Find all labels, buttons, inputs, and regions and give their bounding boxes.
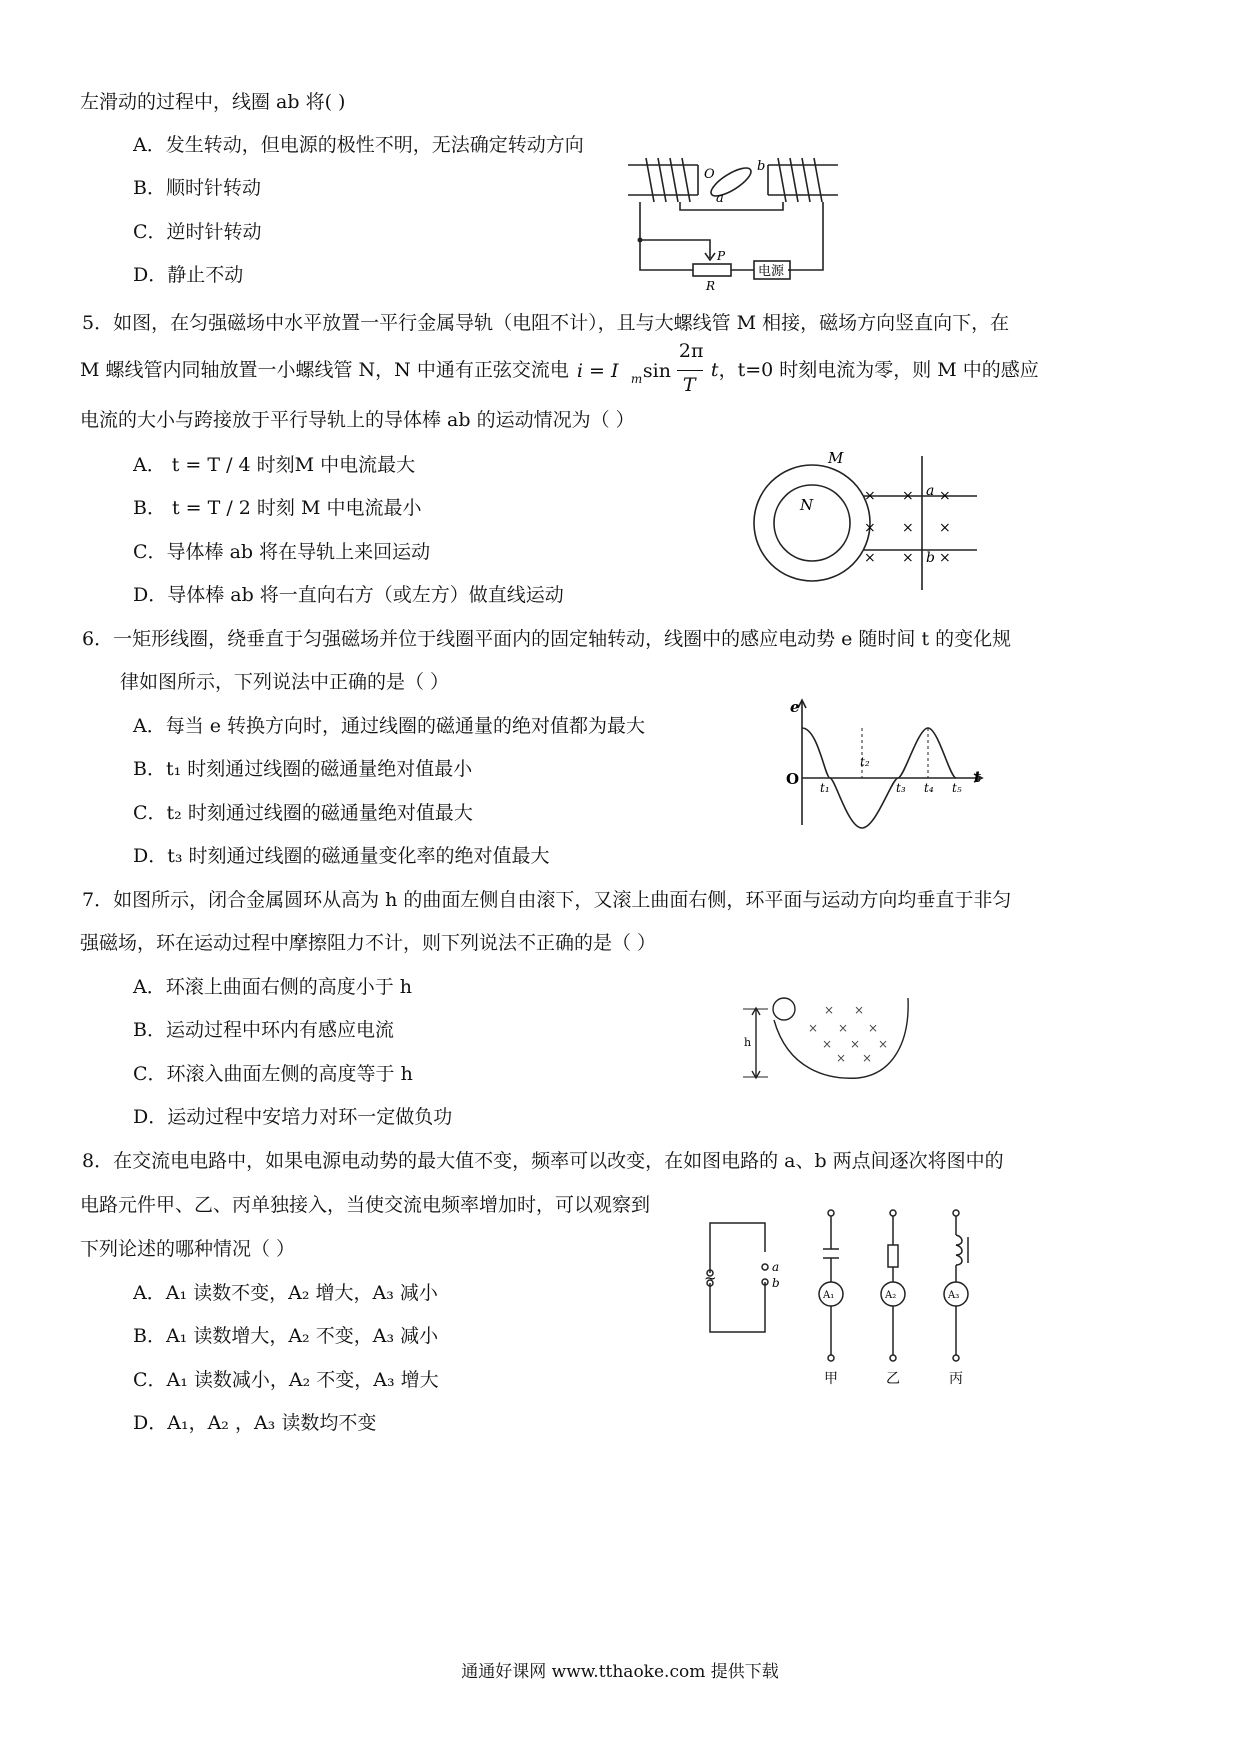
q7-field-x: × [854, 1003, 865, 1017]
q5-field-x: × [864, 488, 876, 504]
q4-label-r: R [706, 279, 716, 293]
q8-line3: 下列论述的哪种情况（ ） [80, 1238, 296, 1260]
q6-option-d: D．t₃ 时刻通过线圈的磁通量变化率的绝对值最大 [133, 845, 550, 867]
q6-line1: 6．一矩形线圈，绕垂直于匀强磁场并位于线圈平面内的固定轴转动，线圈中的感应电动势 e 随时间 t 的变化规 [82, 628, 1012, 650]
q6-label-t3: t₃ [896, 781, 906, 795]
q5-formula-sub: m [630, 372, 643, 386]
q8-label-a2: A₂ [885, 1290, 897, 1301]
q5-option-a: A． t = T / 4 时刻M 中电流最大 [133, 454, 416, 476]
q5-formula-var: t [710, 359, 719, 381]
q8-figure [700, 1205, 1000, 1390]
q4-stem: 左滑动的过程中，线圈 ab 将( ) [80, 91, 346, 113]
q8-option-c: C．A₁ 读数减小，A₂ 不变，A₃ 增大 [133, 1369, 439, 1391]
q7-option-c: C．环滚入曲面左侧的高度等于 h [133, 1063, 413, 1085]
q8-option-b: B．A₁ 读数增大，A₂ 不变，A₃ 减小 [133, 1325, 439, 1347]
q4-figure [628, 150, 843, 293]
q8-line1: 8．在交流电电路中，如果电源电动势的最大值不变，频率可以改变，在如图电路的 a、b 两点间逐次将图中的 [82, 1150, 1004, 1172]
q5-line2b: ，t=0 时刻电流为零，则 M 中的感应 [718, 359, 1039, 381]
q7-line1: 7．如图所示，闭合金属圆环从高为 h 的曲面左侧自由滚下，又滚上曲面右侧，环平面与运动方向均垂直于非匀 [82, 889, 1012, 911]
q4-option-d: D．静止不动 [133, 264, 244, 286]
q8-option-a: A．A₁ 读数不变，A₂ 增大，A₃ 减小 [133, 1282, 438, 1304]
q7-field-x: × [836, 1051, 847, 1065]
q8-label-a: a [772, 1260, 780, 1274]
q7-line2: 强磁场，环在运动过程中摩擦阻力不计，则下列说法不正确的是（ ） [80, 932, 657, 954]
q6-label-t: t [974, 768, 981, 786]
q5-line1: 5．如图，在匀强磁场中水平放置一平行金属导轨（电阻不计），且与大螺线管 M 相接，磁场方向竖直向下，在 [82, 312, 1010, 334]
q5-field-x: × [939, 520, 951, 536]
q5-line3: 电流的大小与跨接放于平行导轨上的导体棒 ab 的运动情况为（ ） [80, 409, 635, 431]
q4-option-a: A．发生转动，但电源的极性不明，无法确定转动方向 [133, 134, 584, 156]
q6-option-b: B．t₁ 时刻通过线圈的磁通量绝对值最小 [133, 758, 473, 780]
q5-label-m: M [828, 449, 844, 467]
q5-formula [575, 340, 705, 396]
q5-field-x: × [902, 550, 914, 566]
q6-label-t4: t₄ [924, 781, 934, 795]
q5-option-c: C．导体棒 ab 将在导轨上来回运动 [133, 541, 431, 563]
q5-formula-sin: sin [642, 360, 671, 382]
q5-label-b: b [926, 550, 935, 566]
q7-option-b: B．运动过程中环内有感应电流 [133, 1019, 394, 1041]
q8-label-yi: 乙 [886, 1371, 900, 1387]
q7-option-d: D．运动过程中安培力对环一定做负功 [133, 1106, 453, 1128]
q7-figure [738, 992, 913, 1082]
page-footer: 通通好课网 www.tthaoke.com 提供下载 [461, 1662, 779, 1682]
q4-label-a: a [716, 191, 724, 206]
q4-label-o: O [704, 167, 715, 182]
q5-field-x: × [939, 550, 951, 566]
q5-figure [752, 448, 977, 598]
q8-label-jia: 甲 [824, 1371, 838, 1387]
q7-field-x: × [878, 1037, 889, 1051]
q7-option-a: A．环滚上曲面右侧的高度小于 h [133, 976, 412, 998]
q5-label-n: N [800, 496, 814, 514]
q5-line2 [80, 340, 1039, 396]
q5-field-x: × [864, 520, 876, 536]
q5-field-x: × [864, 550, 876, 566]
q5-option-d: D．导体棒 ab 将一直向右方（或左方）做直线运动 [133, 584, 564, 606]
q7-field-x: × [862, 1051, 873, 1065]
q5-fraction-bar [677, 370, 703, 371]
q5-label-a: a [926, 483, 935, 499]
q6-label-e: e [790, 698, 800, 716]
q6-label-t5: t₅ [952, 781, 962, 795]
q6-label-o: O [786, 770, 800, 788]
q8-label-ac: ~ [704, 1269, 717, 1287]
q6-option-c: C．t₂ 时刻通过线圈的磁通量绝对值最大 [133, 802, 473, 824]
q7-field-x: × [824, 1003, 835, 1017]
q5-option-b: B． t = T / 2 时刻 M 中电流最小 [133, 497, 422, 519]
q6-figure [780, 690, 995, 830]
q4-option-c: C．逆时针转动 [133, 221, 262, 243]
q7-field-x: × [808, 1021, 819, 1035]
q8-line2: 电路元件甲、乙、丙单独接入，当使交流电频率增加时，可以观察到 [80, 1194, 651, 1216]
q4-label-b: b [757, 159, 766, 174]
q6-label-t2: t₂ [860, 755, 870, 769]
q7-field-x: × [850, 1037, 861, 1051]
q5-field-x: × [939, 488, 951, 504]
q4-label-p: P [717, 249, 726, 263]
q6-label-t1: t₁ [820, 781, 830, 795]
q8-label-b: b [772, 1276, 780, 1290]
q6-line2: 律如图所示，下列说法中正确的是（ ） [120, 671, 450, 693]
q5-formula-den: T [682, 374, 696, 396]
q8-label-bing: 丙 [949, 1371, 963, 1387]
q7-field-x: × [868, 1021, 879, 1035]
q5-formula-num: 2π [678, 340, 704, 362]
q4-label-source: 电源 [758, 264, 785, 279]
q8-label-a1: A₁ [823, 1290, 835, 1301]
q7-field-x: × [822, 1037, 833, 1051]
q5-field-x: × [902, 520, 914, 536]
q7-field-x: × [838, 1021, 849, 1035]
q8-option-d: D．A₁，A₂ ，A₃ 读数均不变 [133, 1412, 377, 1434]
q5-line2a: M 螺线管内同轴放置一小螺线管 N，N 中通有正弦交流电 [80, 359, 569, 381]
q7-label-h: h [744, 1036, 752, 1049]
q6-option-a: A．每当 e 转换方向时，通过线圈的磁通量的绝对值都为最大 [133, 715, 646, 737]
q4-option-b: B．顺时针转动 [133, 177, 261, 199]
q8-label-a3: A₃ [948, 1290, 960, 1301]
q5-field-x: × [902, 488, 914, 504]
q5-formula-lhs: i = I [576, 360, 619, 382]
